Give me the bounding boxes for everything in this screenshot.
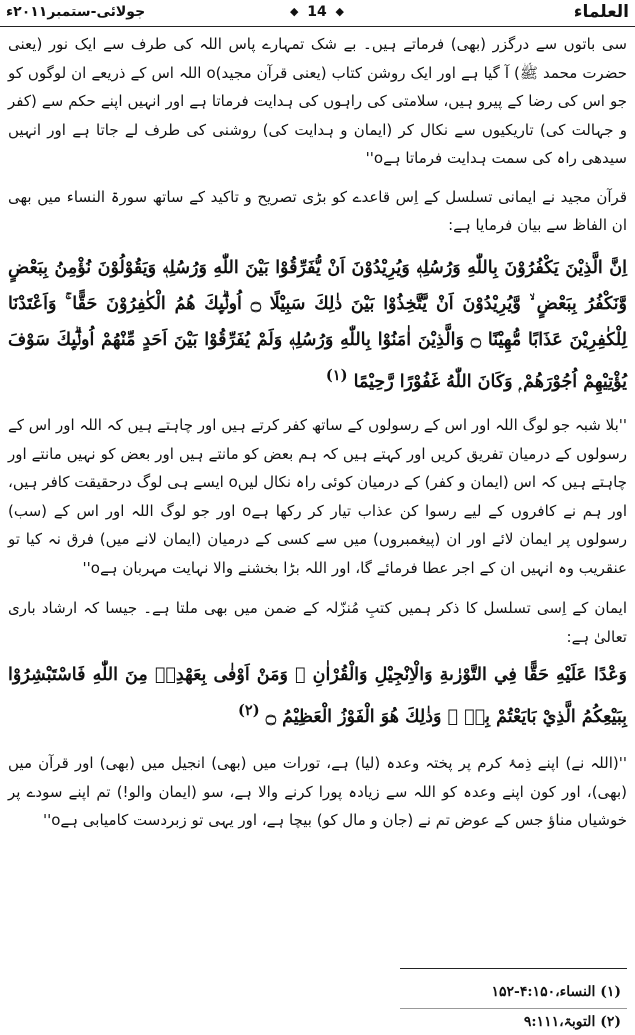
footnote-ref-2: (۲) (238, 702, 260, 720)
paragraph-4: ایمان کے اِسی تسلسل کا ذکر ہمیں کتبِ مُنزّلہ کے ضمن میں بھی ملتا ہے۔ جیسا کہ ارشاد باری تعالیٰ ہے: (8, 599, 627, 646)
footnote-2: (۲) التوبۃ،۹:۱۱۱ (523, 1014, 621, 1030)
quran-verse-1-text: اِنَّ الَّذِيْنَ يَكْفُرُوْنَ بِاللّٰهِ وَرُسُلِهٖ وَيُرِيْدُوْنَ اَنْ يُّفَرِّقُوْا بَيْنَ اللّٰهِ وَرُسُلِهٖ وَيَقُوْلُوْنَ نُؤْمِنُ بِبَعْضٍ وَّنَكْفُرُ بِبَعْضٍ ۙ وَّيُرِيْدُوْنَ اَنْ يَّتَّخِذُوْا بَيْنَ ذٰلِكَ سَبِيْلًا ۝ اُولٰۗىِٕكَ هُمُ الْكٰفِرُوْنَ حَقًّا ۚ وَاَعْتَدْنَا لِلْكٰفِرِيْنَ عَذَابًا مُّهِيْنًا ۝ وَالَّذِيْنَ اٰمَنُوْا بِاللّٰهِ وَرُسُلِهٖ وَلَمْ يُفَرِّقُوْا بَيْنَ اَحَدٍ مِّنْهُمْ اُولٰۗىِٕكَ سَوْفَ يُؤْتِيْهِمْ اُجُوْرَهُمْ ۭ وَكَانَ اللّٰهُ غَفُوْرًا رَّحِيْمًا (8, 257, 628, 392)
issue-date: جولائی-ستمبر۲۰۱۱ء (6, 4, 146, 20)
paragraph-1: سی باتوں سے درگزر (بھی) فرماتے ہیں۔ بے شک تمہارے پاس اللہ کی طرف سے ایک نور (یعنی حضرت محمد ﷺ) آ گیا ہے اور ایک روشن کتاب (یعنی قرآن مجید)o اللہ اس کے ذریعے ان لوگوں کو جو اس کی رضا کے پیرو ہیں، سلامتی کی راہوں کی ہدایت فرماتا ہے اور انہیں اپنے حکم سے (کفر و جہالت کی) تاریکیوں سے نکال کر (ایمان و ہدایت کی) روشنی کی طرف لے جاتا ہے اور انہیں سیدھی راہ کی سمت ہدایت فرماتا ہےo'' (8, 35, 627, 167)
footnote-separator (400, 1008, 627, 1009)
translation-2: ''(اللہ نے) اپنے ذِمۂ کرم پر پختہ وعدہ (لیا) ہے، تورات میں (بھی) انجیل میں (بھی) اور قرآن میں (بھی)، اور کون اپنے وعدہ کو اللہ سے زیادہ پورا کرنے والا ہے، سو (ایمان والو!) تم اپنے سودے پر خوشیاں مناؤ جس کے عوض تم نے (جان و مال کو) بیچا ہے، اور یہی تو زبردست کامیابی ہےo'' (8, 754, 627, 830)
page-number: ◆ 14 ◆ (290, 2, 344, 22)
footnote-divider (400, 968, 627, 969)
quran-verse-1 (8, 250, 627, 400)
paragraph-2: قرآن مجید نے ایمانی تسلسل کے اِس قاعدے کو بڑی تصریح و تاکید کے ساتھ سورۃ النساء میں بھی ان الفاظ سے بیان فرمایا ہے: (8, 187, 627, 234)
quran-verse-2-text: وَعْدًا عَلَيْهِ حَقًّا فِي التَّوْرٰىةِ وَالْاِنْجِيْلِ وَالْقُرْاٰنِ ۭ وَمَنْ اَوْفٰى بِعَهْدِهٖ مِنَ اللّٰهِ فَاسْتَبْشِرُوْا بِبَيْعِكُمُ الَّذِيْ بَايَعْتُمْ بِهٖ ۭ وَذٰلِكَ هُوَ الْفَوْزُ الْعَظِيْمُ ۝ (8, 665, 627, 728)
article-body (8, 30, 627, 835)
footnotes (0, 968, 635, 1035)
footnote-1: (۱) النساء،۴:۱۵۰-۱۵۲ (491, 984, 621, 1000)
quran-verse-2 (8, 657, 627, 735)
journal-name: العلماء (573, 2, 629, 22)
footnote-ref-1: (۱) (325, 366, 348, 384)
page-header (0, 0, 635, 27)
translation-1: ''بلا شبہ جو لوگ اللہ اور اس کے رسولوں کے ساتھ کفر کرتے ہیں اور چاہتے ہیں کہ اللہ اور اس کے رسولوں کے درمیان تفریق کریں اور کہتے ہیں کہ ہم بعض کو مانتے ہیں اور بعض کو نہیں مانتے اور چاہتے ہیں کہ اس (ایمان و کفر) کے درمیان کوئی راہ نکال لیںo ایسے ہی لوگ درحقیقت کافر ہیں، اور ہم نے کافروں کے لیے رسوا کن عذاب تیار کر رکھا ہےo اور جو لوگ اللہ اور اس کے (سب) رسولوں پر ایمان لائے اور ان (پیغمبروں) میں سے کسی کے درمیان (ایمان لانے میں) فرق نہ کیا تو عنقریب وہ انہیں ان کے اجر عطا فرمائے گا، اور اللہ بڑا بخشنے والا نہایت مہربان ہےo'' (8, 416, 628, 577)
